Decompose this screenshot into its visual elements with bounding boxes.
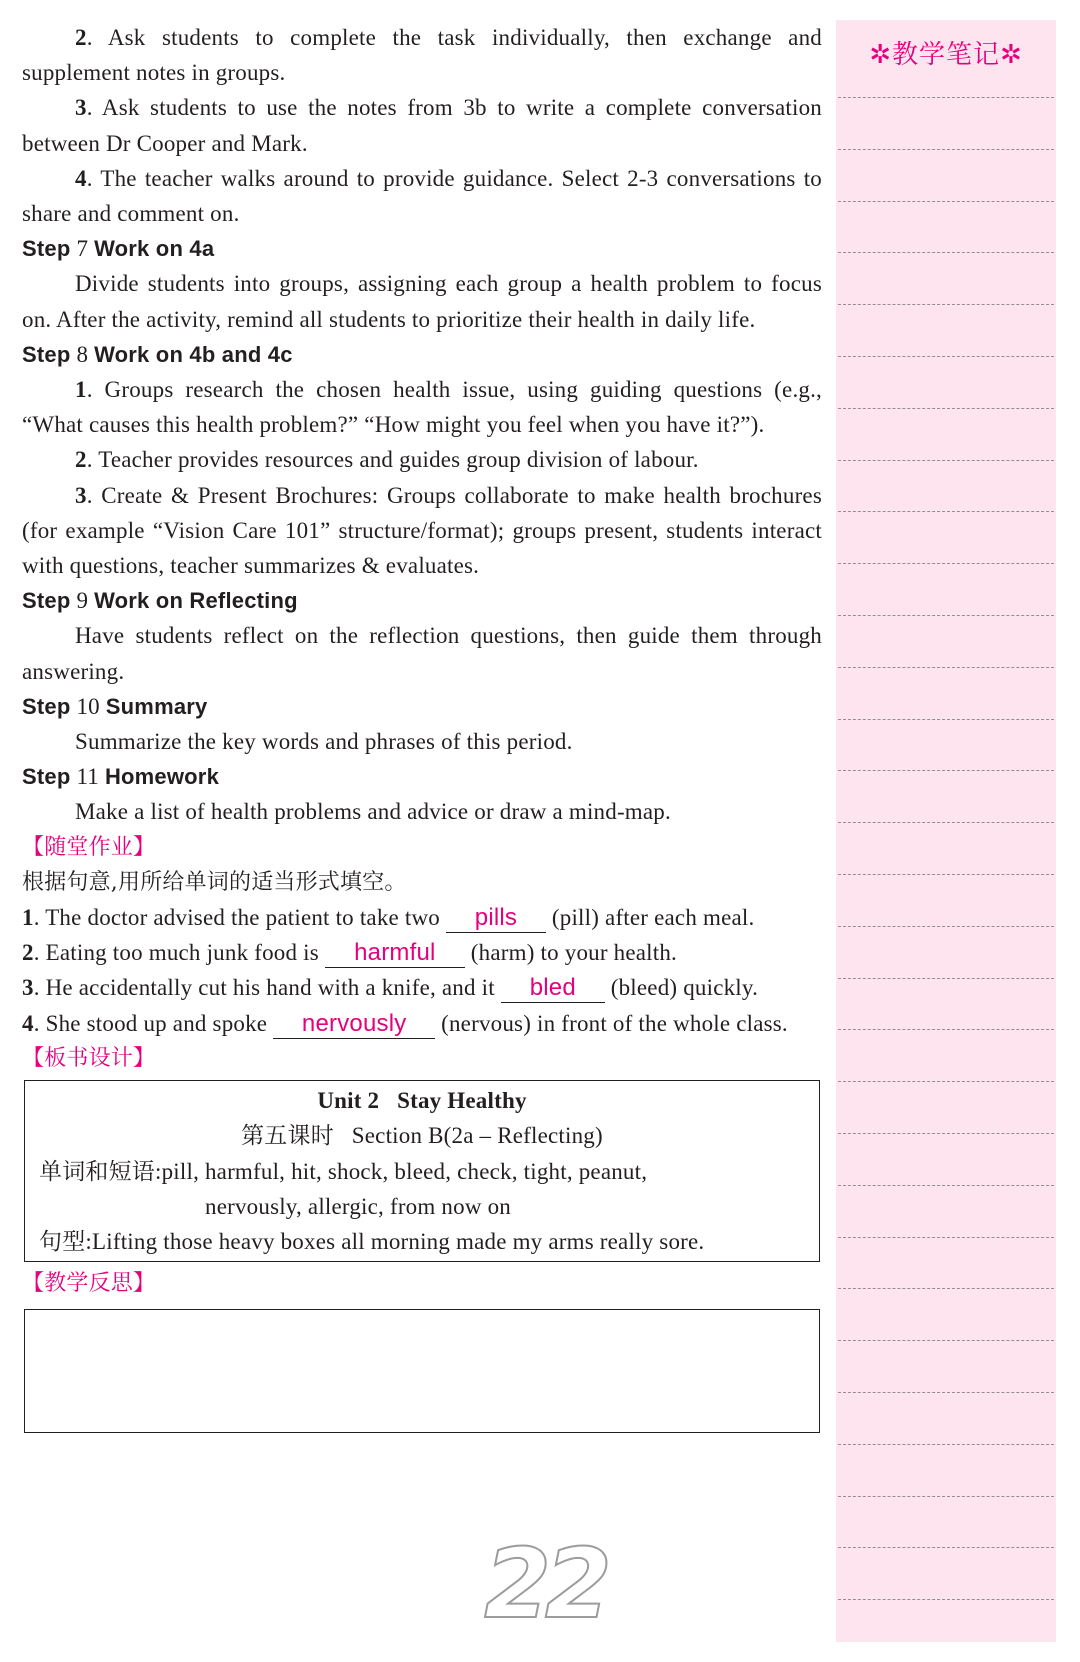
- item-number: 2: [75, 25, 87, 50]
- item-text: . Ask students to complete the task individually, then exchange and supplement notes in groups.: [22, 25, 822, 86]
- note-line: [838, 408, 1054, 409]
- answer-blank[interactable]: pills: [446, 904, 546, 933]
- homework-instruction: 根据句意,用所给单词的适当形式填空。: [22, 869, 407, 895]
- step-item: 3. Create & Present Brochures: Groups collaborate to make health brochures (for example “Vision Care 101” structure/format); groups present, students interact with questions, teacher summarizes & evaluates.: [22, 482, 822, 579]
- step-item: 2. Teacher provides resources and guides group division of labour.: [75, 447, 699, 473]
- step-item: 1. Groups research the chosen health issue, using guiding questions (e.g., “What causes this health problem?” “How might you feel when you have it?”).: [22, 377, 822, 438]
- note-line: [838, 822, 1054, 823]
- note-line: [838, 1392, 1054, 1393]
- note-line: [838, 1237, 1054, 1238]
- note-line: [838, 356, 1054, 357]
- board-unit-title: Unit 2 Stay Healthy: [317, 1088, 527, 1114]
- note-line: [838, 460, 1054, 461]
- answer-blank[interactable]: harmful: [325, 939, 465, 968]
- note-line: [838, 201, 1054, 202]
- step-item: [22, 90, 822, 160]
- note-line: [838, 1599, 1054, 1600]
- step-9-heading: Step 9 Work on Reflecting: [22, 588, 298, 614]
- note-line: [838, 1547, 1054, 1548]
- note-line: [838, 874, 1054, 875]
- flower-icon: ✲: [1000, 40, 1023, 70]
- exercise-question: 1. The doctor advised the patient to take two pills (pill) after each meal.: [22, 904, 755, 932]
- step-10-body: Summarize the key words and phrases of this period.: [75, 729, 573, 755]
- homework-section-title: 【随堂作业】: [22, 834, 156, 860]
- item-text: . The teacher walks around to provide guidance. Select 2-3 conversations to share and comment on.: [22, 165, 822, 227]
- step-10-heading: Step 10 Summary: [22, 693, 208, 719]
- step-8-heading: Step 8 Work on 4b and 4c: [22, 341, 293, 367]
- note-line: [838, 1029, 1054, 1030]
- note-line: [838, 719, 1054, 720]
- step-7-heading: Step 7 Work on 4a: [22, 236, 215, 262]
- note-line: [838, 615, 1054, 616]
- board-section-title: 【板书设计】: [22, 1045, 156, 1071]
- answer-blank[interactable]: bled: [501, 974, 605, 1003]
- note-line: [838, 1288, 1054, 1289]
- board-words-cont: nervously, allergic, from now on: [205, 1193, 511, 1219]
- reflection-box[interactable]: [24, 1309, 820, 1433]
- note-line: [838, 770, 1054, 771]
- note-line: [838, 97, 1054, 98]
- note-line: [838, 926, 1054, 927]
- answer-blank[interactable]: nervously: [273, 1010, 435, 1039]
- exercise-question: 2. Eating too much junk food is harmful (harm) to your health.: [22, 939, 678, 967]
- note-line: [838, 511, 1054, 512]
- step-11-heading: Step 11 Homework: [22, 764, 220, 790]
- item-number: 3: [75, 95, 87, 121]
- exercise-question: 4. She stood up and spoke nervously (nervous) in front of the whole class.: [22, 1009, 788, 1037]
- note-line: [838, 563, 1054, 564]
- flower-icon: ✲: [869, 40, 892, 70]
- note-line: [838, 1340, 1054, 1341]
- note-line: [838, 304, 1054, 305]
- lesson-content: [22, 20, 822, 1433]
- page-number: 22: [484, 1528, 606, 1640]
- note-line: [838, 667, 1054, 668]
- board-design-box: [24, 1080, 820, 1262]
- step-11-body: Make a list of health problems and advice or draw a mind-map.: [75, 799, 671, 825]
- board-words: 单词和短语:pill, harmful, hit, shock, bleed, check, tight, peanut,: [39, 1158, 648, 1184]
- reflection-section-title: 【教学反思】: [22, 1271, 156, 1297]
- note-line: [838, 252, 1054, 253]
- note-line: [838, 1133, 1054, 1134]
- item-number: 4: [75, 165, 87, 191]
- board-subtitle: 第五课时 Section B(2a – Reflecting): [241, 1123, 603, 1149]
- item-text: . Ask students to use the notes from 3b to write a complete conversation between Dr Cooper and Mark.: [22, 95, 822, 156]
- note-line: [838, 978, 1054, 979]
- note-line: [838, 149, 1054, 150]
- note-line: [838, 1444, 1054, 1445]
- exercise-question: 3. He accidentally cut his hand with a knife, and it bled (bleed) quickly.: [22, 974, 759, 1002]
- step-item: [22, 20, 822, 90]
- step-item: [22, 161, 822, 231]
- board-sentence: 句型:Lifting those heavy boxes all morning made my arms really sore.: [39, 1228, 705, 1254]
- note-line: [838, 1185, 1054, 1186]
- step-7-body: Divide students into groups, assigning each group a health problem to focus on. After the activity, remind all students to prioritize their health in daily life.: [22, 271, 822, 332]
- notes-sidebar: [836, 20, 1056, 1642]
- note-line: [838, 1496, 1054, 1497]
- note-line: [838, 1081, 1054, 1082]
- sidebar-title: ✲教学笔记✲: [869, 40, 1023, 70]
- step-9-body: Have students reflect on the reflection questions, then guide them through answering.: [22, 623, 822, 684]
